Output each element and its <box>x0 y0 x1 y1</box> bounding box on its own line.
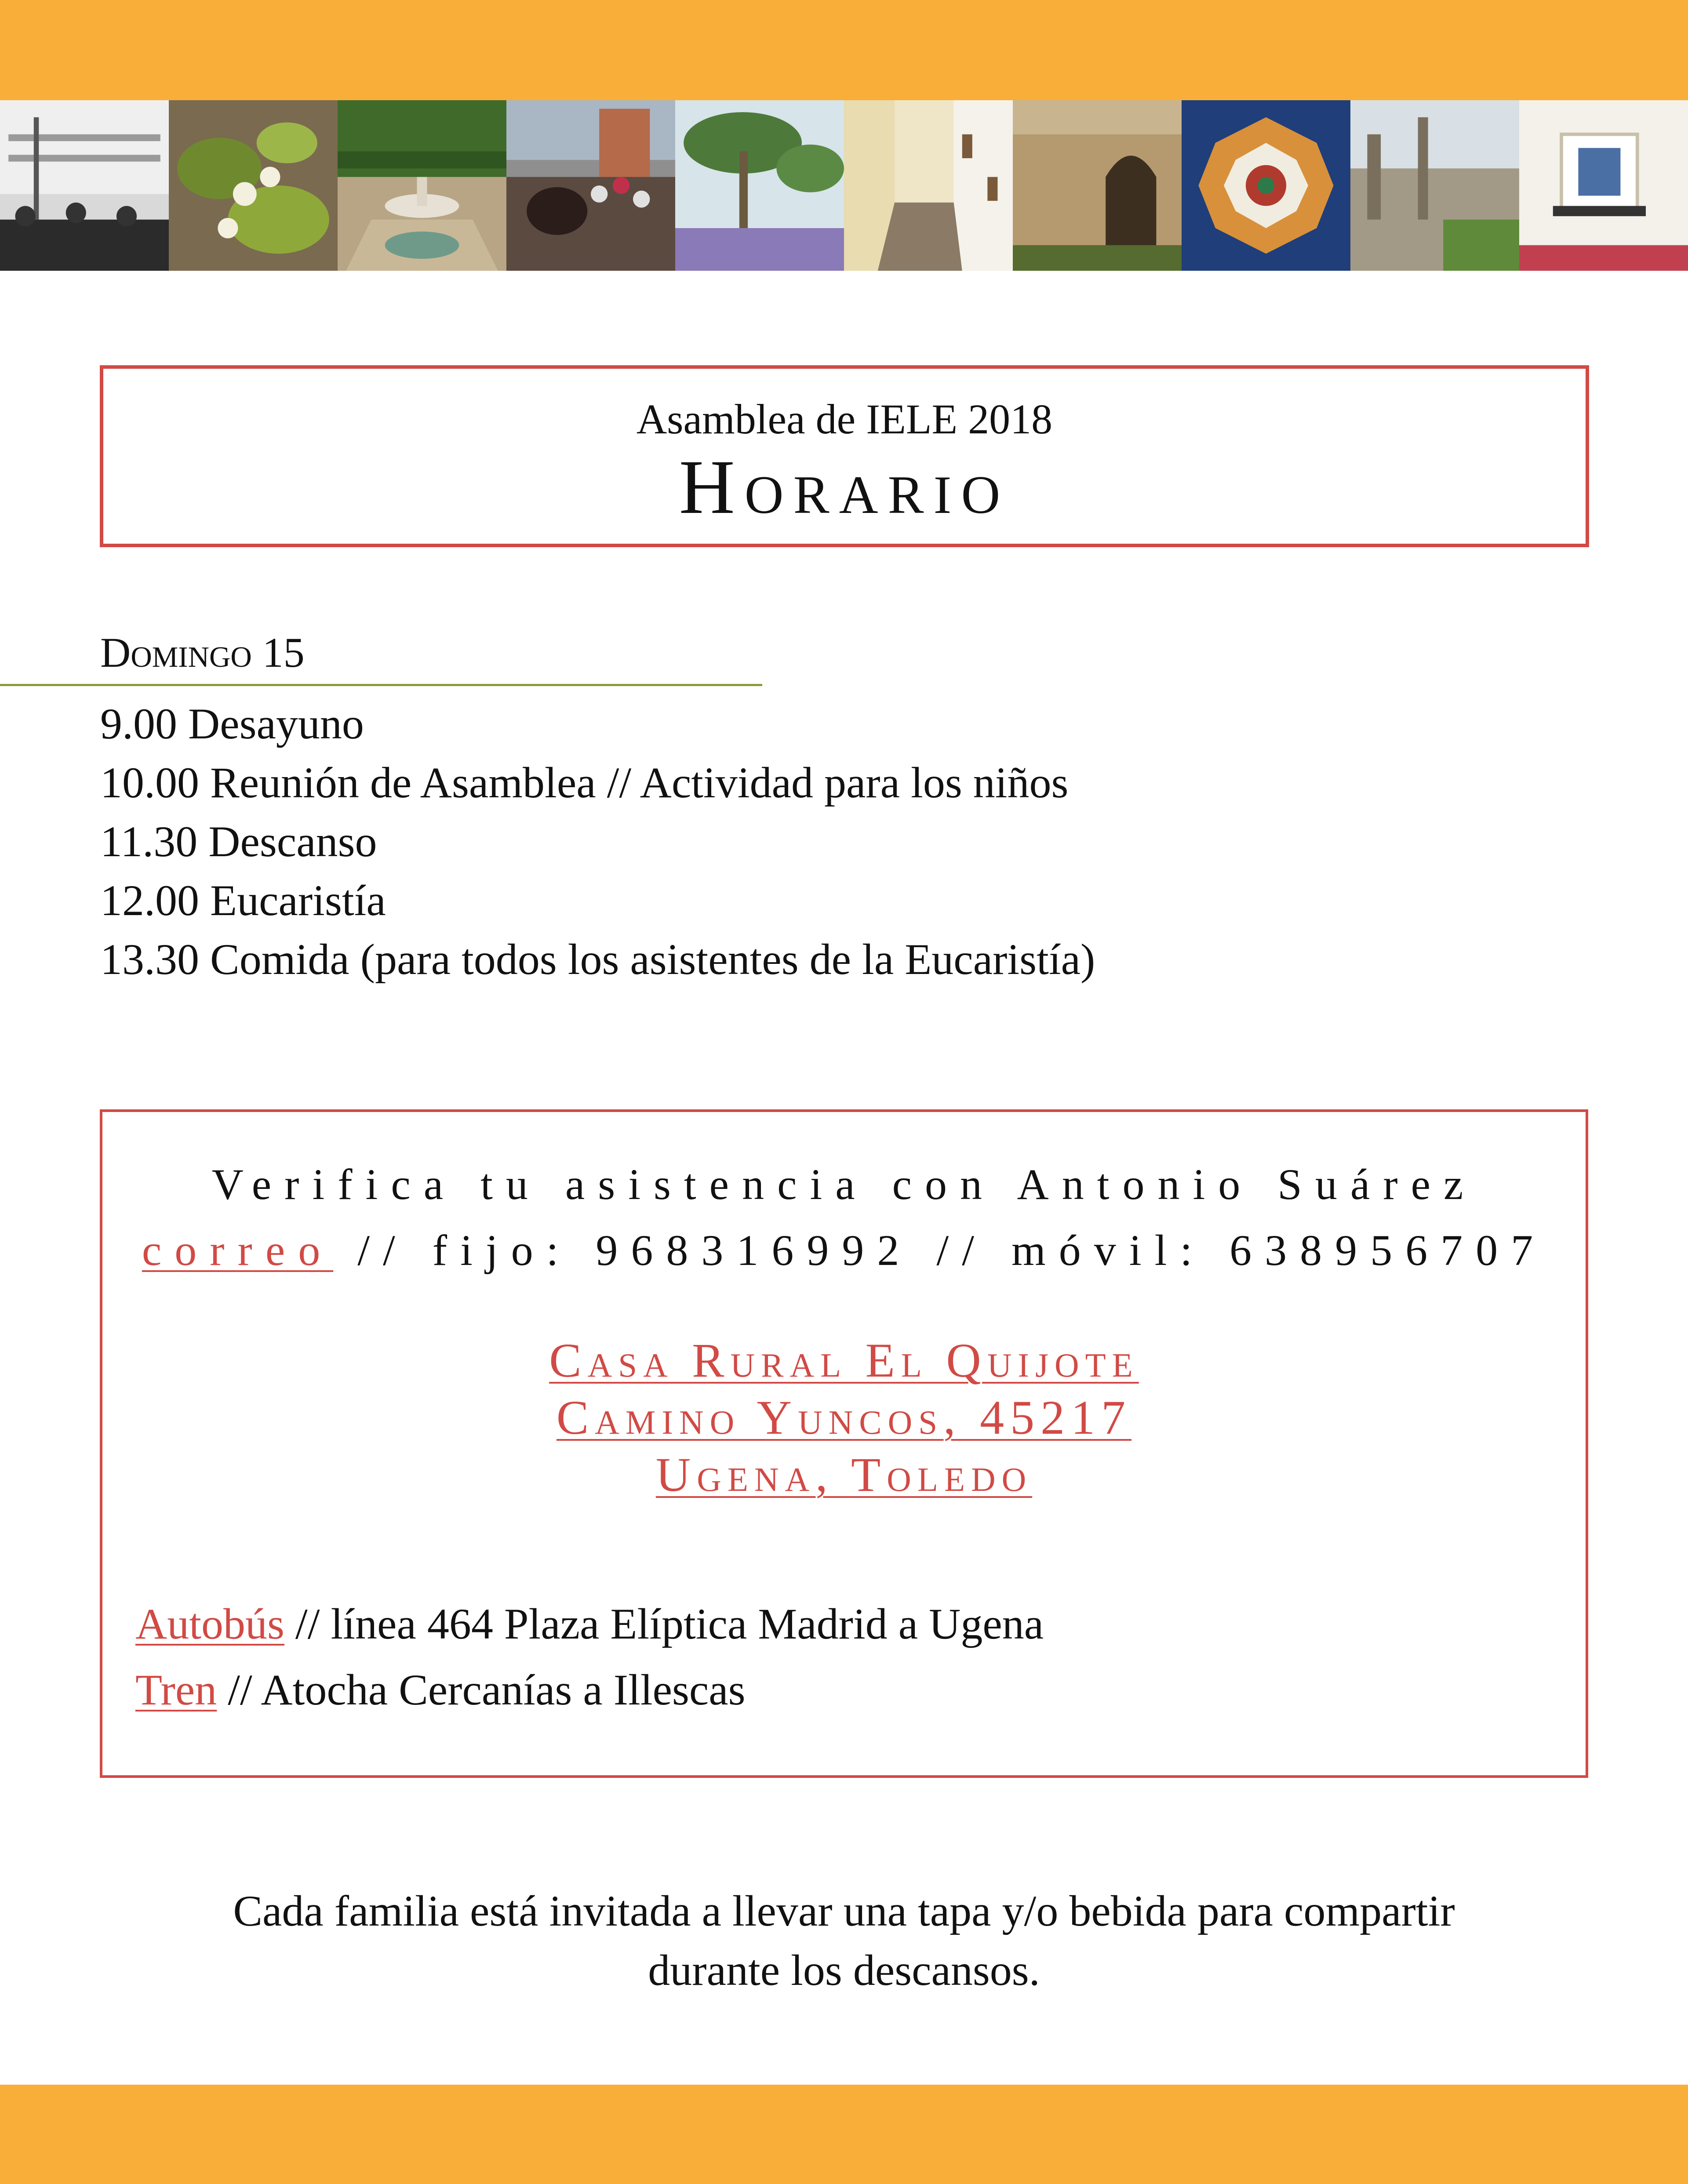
bus-text: // línea 464 Plaza Elíptica Madrid a Ugena <box>284 1599 1044 1648</box>
title-box <box>100 365 1589 547</box>
page-title: Horario <box>679 444 1010 530</box>
address-link[interactable]: Casa Rural El Quijote <box>549 1334 1139 1387</box>
bus-info <box>135 1595 1044 1653</box>
schedule-item: 13.30 Comida (para todos los asistentes de la Eucaristía) <box>100 935 1095 984</box>
palm-tree-photo-icon <box>675 100 844 271</box>
photo-procession <box>0 100 169 271</box>
email-link[interactable]: correo <box>142 1226 334 1275</box>
contact-line <box>102 1222 1586 1279</box>
schedule-item: 12.00 Eucaristía <box>100 876 386 925</box>
cathedral-photo-icon <box>1350 100 1519 271</box>
page-subtitle: Asamblea de IELE 2018 <box>636 396 1053 443</box>
arch-photo-icon <box>1013 100 1182 271</box>
orange-blossom-photo-icon <box>169 100 338 271</box>
schedule-item: 10.00 Reunión de Asamblea // Actividad para los niños <box>100 758 1069 807</box>
address-link[interactable]: Camino Yuncos, 45217 <box>556 1391 1132 1444</box>
phone-numbers: // fijo: 968316992 // móvil: 638956707 <box>333 1226 1546 1275</box>
footer-line-1: Cada familia está invitada a llevar una tapa y/o bebida para compartir <box>233 1886 1455 1935</box>
fountain-photo-icon <box>338 100 506 271</box>
schedule-list <box>100 694 1095 989</box>
photo-tile <box>1182 100 1350 271</box>
balcony-photo-icon <box>1519 100 1688 271</box>
horse-carriage-photo-icon <box>506 100 675 271</box>
photo-orange-blossom <box>169 100 338 271</box>
info-box <box>100 1109 1588 1778</box>
address-line-3 <box>102 1446 1586 1503</box>
address-line-2 <box>102 1389 1586 1446</box>
photo-balcony <box>1519 100 1688 271</box>
schedule-day: Domingo 15 <box>100 629 305 676</box>
bottom-accent-bar <box>0 2085 1688 2184</box>
train-info <box>135 1661 746 1719</box>
procession-photo-icon <box>0 100 169 271</box>
street-photo-icon <box>844 100 1013 271</box>
photo-strip <box>0 100 1688 271</box>
address-line-1 <box>102 1332 1586 1389</box>
photo-alcazar-arches <box>1013 100 1182 271</box>
address-link[interactable]: Ugena, Toledo <box>655 1448 1033 1501</box>
photo-cathedral <box>1350 100 1519 271</box>
photo-garden-fountain <box>338 100 506 271</box>
train-text: // Atocha Cercanías a Illescas <box>217 1665 746 1714</box>
top-accent-bar <box>0 0 1688 100</box>
tile-photo-icon <box>1182 100 1350 271</box>
bus-link[interactable]: Autobús <box>135 1599 284 1648</box>
photo-horse-carriage <box>506 100 675 271</box>
schedule-item: 11.30 Descanso <box>100 817 377 866</box>
train-link[interactable]: Tren <box>135 1665 217 1714</box>
schedule-divider <box>0 684 762 686</box>
footer-note <box>0 1881 1688 2000</box>
schedule-item: 9.00 Desayuno <box>100 699 364 748</box>
footer-line-2: durante los descansos. <box>648 1946 1040 1995</box>
photo-palm-trees <box>675 100 844 271</box>
photo-narrow-street <box>844 100 1013 271</box>
verify-text: Verifica tu asistencia con Antonio Suárez <box>211 1160 1477 1209</box>
